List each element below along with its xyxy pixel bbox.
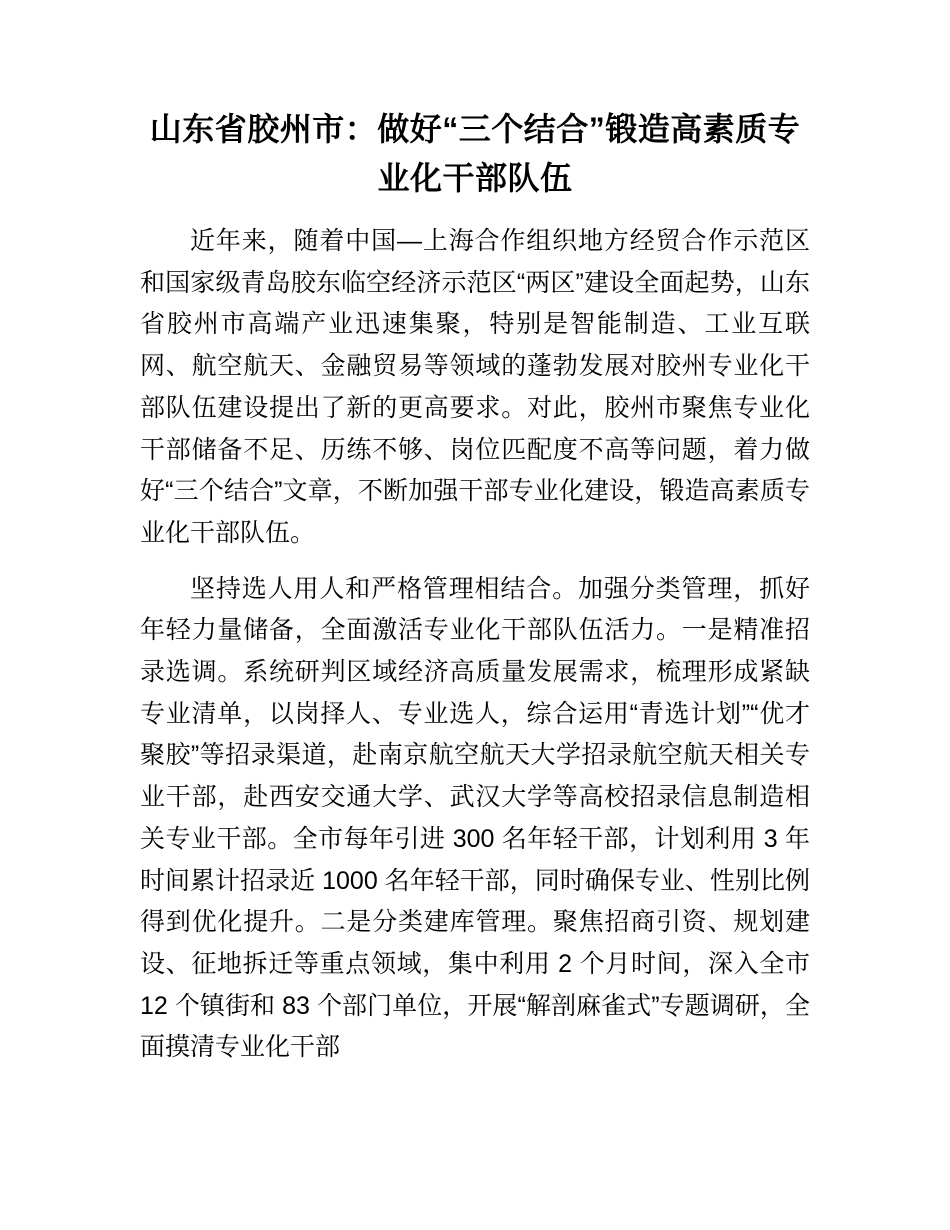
paragraph-body: 坚持选人用人和严格管理相结合。加强分类管理，抓好年轻力量储备，全面激活专业化干部队伍活力。一是精准招录选调。系统研判区域经济高质量发展需求，梳理形成紧缺专业清单，以岗择人、专业选人，综合运用“青选计划”“优才聚胶”等招录渠道，赴南京航空航天大学招录航空航天相关专业干部，赴西安交通大学、武汉大学等高校招录信息制造相关专业干部。全市每年引进 300 名年轻干部，计划利用 3 年时间累计招录近 1000 名年轻干部，同时确保专业、性别比例得到优化提升。二是分类建库管理。聚焦招商引资、规划建设、征地拆迁等重点领域，集中利用 2 个月时间，深入全市 12 个镇街和 83 个部门单位，开展“解剖麻雀式”专题调研，全面摸清专业化干部 [140, 574, 810, 1062]
paragraph-intro: 近年来，随着中国—上海合作组织地方经贸合作示范区和国家级青岛胶东临空经济示范区“两区”建设全面起势，山东省胶州市高端产业迅速集聚，特别是智能制造、工业互联网、航空航天、金融贸易等领域的蓬勃发展对胶州专业化干部队伍建设提出了新的更高要求。对此，胶州市聚焦专业化干部储备不足、历练不够、岗位匹配度不高等问题，着力做好“三个结合”文章，不断加强干部专业化建设，锻造高素质专业化干部队伍。 [140, 227, 810, 547]
document-title: 山东省胶州市：做好“三个结合”锻造高素质专业化干部队伍 [149, 111, 801, 196]
